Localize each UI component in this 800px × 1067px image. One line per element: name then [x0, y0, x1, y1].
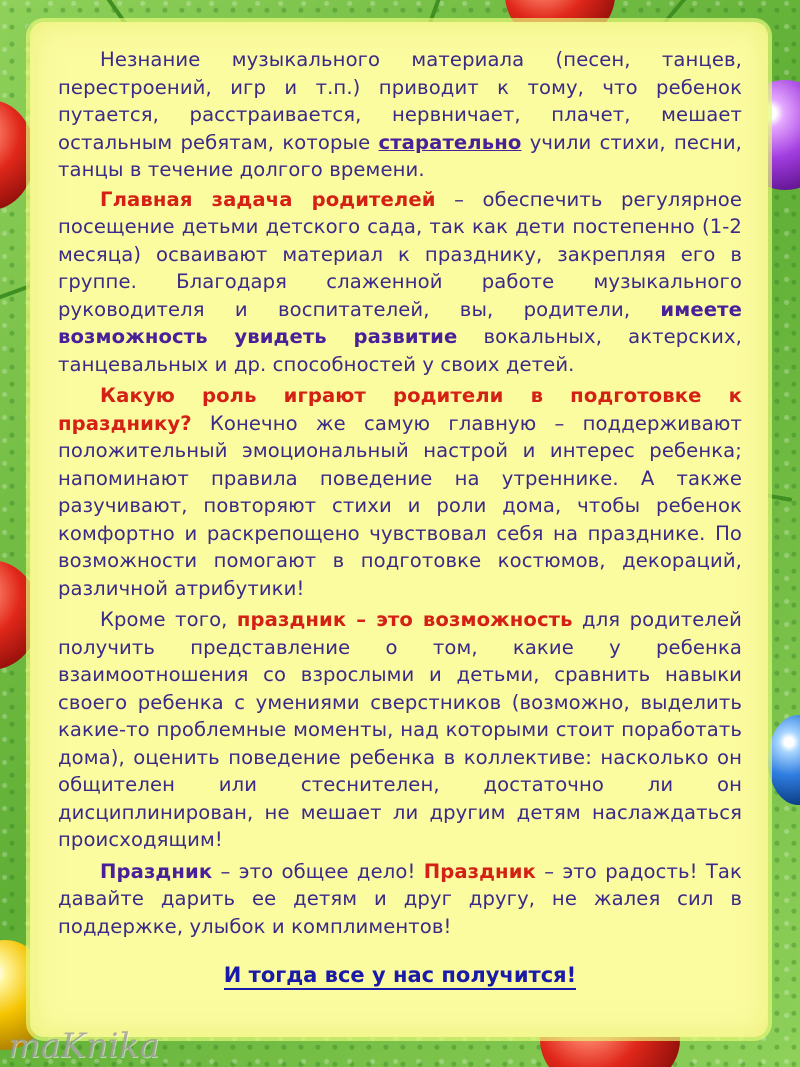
p3-question: Какую роль играют родители в подготовке к празднику?: [58, 384, 742, 435]
p2-body: – обеспечить регулярное посещение детьми детского сада, так как дети постепенно (1-2 месяца) осваивают материал к празднику, закрепляя его в группе. Благодаря слаженной работе музыкального руководителя и воспитателей, вы, родители,: [58, 187, 742, 321]
paragraph-2: [58, 186, 742, 379]
paragraph-3: [58, 382, 742, 602]
p2-heading: Главная задача родителей: [100, 187, 436, 211]
p1-tail: учили стихи, песни, танцы в течение долгого времени.: [58, 130, 742, 181]
article-body: [58, 46, 742, 944]
paragraph-1: [58, 46, 742, 184]
p3-body: Конечно же самую главную – поддерживают положительный эмоциональный настрой и интерес ребенка; напоминают правила поведение на утреннике. А также разучивают, повторяют стихи и роли дома, чтобы ребенок комфортно и раскрепощено чувствовал себя на празднике. По возможности помогают в подготовке костюмов, декораций, различной атрибутики!: [58, 411, 742, 600]
paragraph-4: [58, 606, 742, 854]
p5-mid: – это общее дело!: [212, 859, 424, 883]
blue-ornament-icon: [768, 715, 800, 805]
p5-word-2: Праздник: [423, 859, 536, 883]
p1-lead: Незнание музыкального материала (песен, танцев, перестроений, игр и т.п.) приводит к тому, что ребенок путается, расстраивается, нервничает, плачет, мешает остальным ребятам, которые: [58, 48, 742, 154]
p2-emphasis: имеете возможность увидеть развитие: [58, 297, 742, 348]
p5-word-1: Праздник: [100, 859, 213, 883]
signature-watermark: maKnika: [8, 1026, 160, 1066]
p5-tail: – это радость! Так давайте дарить ее детям и друг другу, не жалея сил в поддержке, улыбок и комплиментов!: [58, 859, 742, 938]
p4-lead: Кроме того,: [100, 608, 237, 631]
closing-line: [0, 963, 800, 987]
p4-emphasis: праздник – это возможность: [236, 608, 573, 631]
p2-tail: вокальных, актерских, танцевальных и др. способностей у своих детей.: [58, 325, 743, 376]
closing-text: И тогда все у нас получится!: [224, 963, 576, 990]
p1-underlined-word: старательно: [378, 130, 522, 154]
paragraph-5: [58, 858, 742, 941]
p4-body: для родителей получить представление о том, какие у ребенка взаимоотношения со взрослыми и детьми, сравнить навыки своего ребенка с умениями сверстников (возможно, выделить какие-то проблемные моменты, над которыми стоит поработать дома), оценить поведение ребенка в коллективе: насколько он общителен или стеснителен, достаточно ли он дисциплинирован, не мешает ли другим детям наслаждаться происходящим!: [58, 608, 743, 851]
